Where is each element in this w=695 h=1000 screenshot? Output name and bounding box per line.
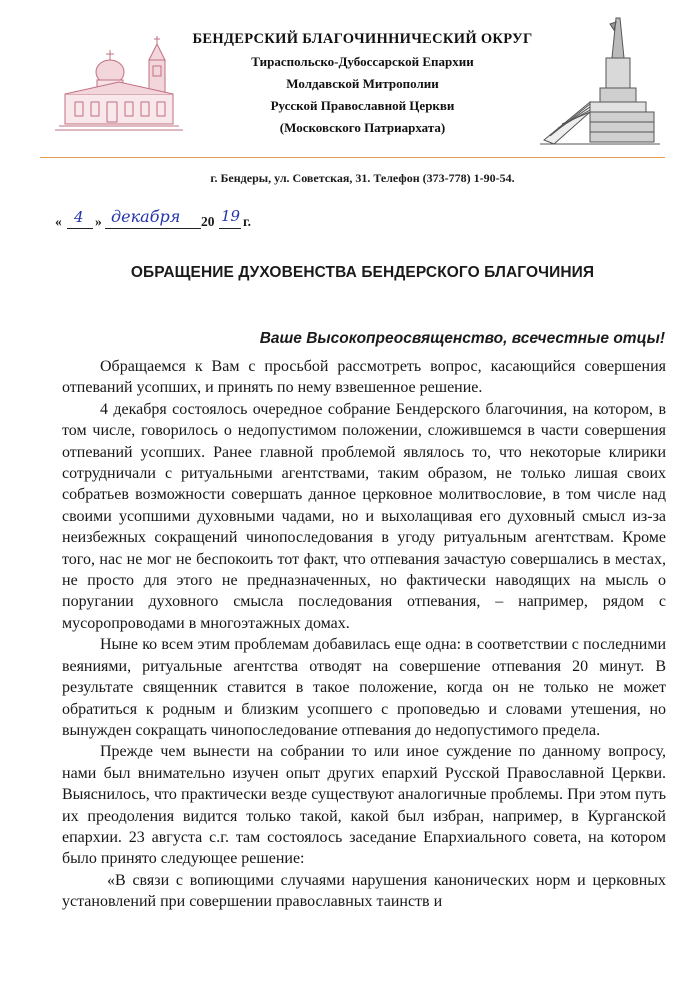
letterhead-address: г. Бендеры, ул. Советская, 31. Телефон (373-778) 1-90-54. xyxy=(210,171,515,185)
letterhead-church: Русской Православной Церкви xyxy=(270,98,455,113)
body-paragraph: Обращаемся к Вам с просьбой рассмотреть вопрос, касающийся совершения отпеваний усопших, и принять по нему взвешенное решение. xyxy=(62,358,666,397)
date-year-end: г. xyxy=(243,214,251,229)
date-open-quote: « xyxy=(55,214,62,229)
date-year-underline xyxy=(219,228,241,229)
date-year-prefix: 20 xyxy=(201,214,215,229)
letterhead-patriarchate: (Московского Патриархата) xyxy=(279,120,446,135)
letterhead-district: БЕНДЕРСКИЙ БЛАГОЧИННИЧЕСКИЙ ОКРУГ xyxy=(192,31,533,47)
letter-body xyxy=(62,356,666,913)
body-paragraph: Ныне ко всем этим проблемам добавилась еще одна: в соответствии с последними веяниями, ритуальные агентства отводят на совершение отпевания 20 минут. В результате священник ставится в такое положение, когда он не только не может обратиться к родным и близким усопшего с проповедью и словами утешения, но вынужден сокращать чинопоследование отпевания до недопустимого предела. xyxy=(62,636,666,739)
date-year-handwritten: 19 xyxy=(221,207,241,225)
date-month-underline xyxy=(105,228,201,229)
date-day-handwritten: 4 xyxy=(74,208,84,226)
letterhead-eparchy: Тираспольско-Дубоссарской Епархии xyxy=(251,54,474,69)
date-month-handwritten: декабря xyxy=(111,207,181,226)
salutation: Ваше Высокопреосвященство, всечестные отцы! xyxy=(259,330,665,347)
letterhead-divider xyxy=(40,157,665,158)
date-line xyxy=(55,208,315,234)
body-quote-paragraph: «В связи с вопиющими случаями нарушения канонических норм и церковных установлений при совершении православных таинств и xyxy=(62,871,666,911)
church-logo-icon xyxy=(55,32,183,142)
letterhead xyxy=(190,31,535,142)
document-title: ОБРАЩЕНИЕ ДУХОВЕНСТВА БЕНДЕРСКОГО БЛАГОЧИНИЯ xyxy=(130,264,595,281)
date-day-underline xyxy=(67,228,93,229)
body-paragraph: Прежде чем вынести на собрании то или иное суждение по данному вопросу, нами был внимательно изучен опыт других епархий Русской Православной Церкви. Выяснилось, что практически везде существуют аналогичные проблемы. При этом путь их преодоления видится только такой, какой был избран, например, в Курганской епархии. 23 августа с.г. там состоялось заседание Епархиального совета, на котором было принято следующее решение: xyxy=(62,743,666,868)
date-close-quote: » xyxy=(95,214,102,229)
letterhead-metropolis: Молдавской Митрополии xyxy=(286,76,439,91)
body-paragraph: 4 декабря состоялось очередное собрание Бендерского благочиния, на котором, в том числе, говорилось о недопустимом положении, сложившемся в части совершения отпеваний усопших. Ранее главной проблемой являлось то, что некоторые клирики сотрудничали с ритуальными агентствами, таким образом, не только лишая своих собратьев возможности совершать данное церковное молитвословие, в том числе над своими усопшими духовными чадами, но и выхолащивая его духовный смысл из-за неизбежных сокращений чинопоследования в угоду ритуальным агентствам. Кроме того, нас не мог не беспокоить тот факт, что отпевания зачастую совершались в местах, не просто для этого не предназначенных, но фактически наводящих на мысль о поругании духовного смысла последования отпевания, – например, рядом с мусоропроводами в многоэтажных домах. xyxy=(62,400,666,632)
monument-logo-icon xyxy=(540,14,660,146)
